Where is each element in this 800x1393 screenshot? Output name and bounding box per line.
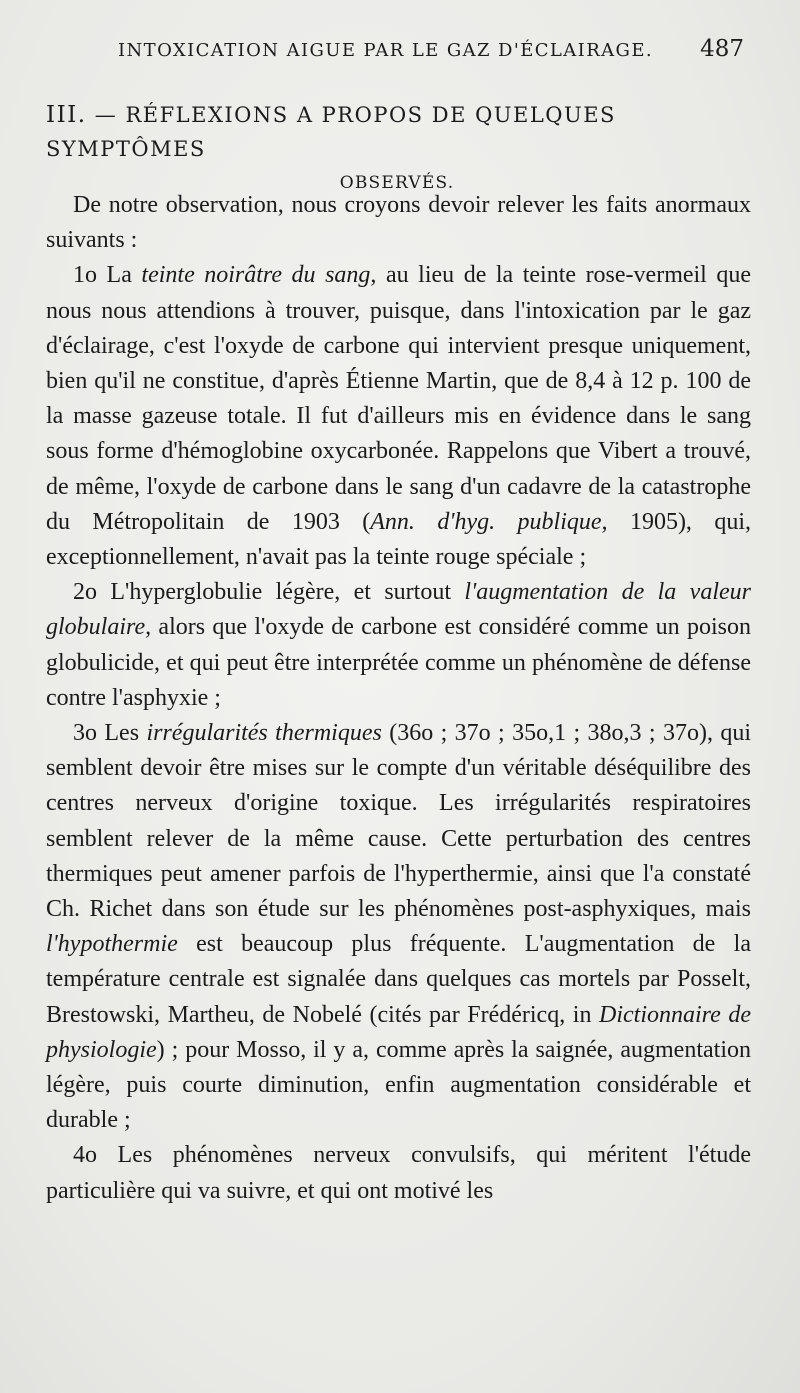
item-1-label: 1o La [73, 262, 132, 289]
item-2-paragraph [46, 575, 751, 716]
item-3-italic-hypothermie: l'hypothermie [46, 931, 178, 958]
item-3-paragraph [46, 716, 751, 1138]
section-title-line2: OBSERVÉS. [339, 173, 455, 193]
item-3-italic-dictionnaire: Dictionnaire de physiologie [46, 1001, 751, 1063]
item-1-text-b: 1905), qui, exceptionnellement, n'avait pas la teinte rouge spéciale ; [46, 508, 752, 571]
item-3-label: 3o Les [73, 720, 140, 747]
section-heading-line1 [46, 98, 748, 166]
intro-paragraph: De notre observation, nous croyons devoir relever les faits anormaux suivants : [46, 192, 751, 254]
item-4-paragraph [46, 1138, 751, 1208]
body-text [46, 188, 751, 1209]
item-3-italic: irrégularités thermiques [146, 720, 382, 747]
item-1-italic-journal: Ann. d'hyg. publique, [370, 508, 608, 535]
item-1-text-a: au lieu de la teinte rose-vermeil que nous nous attendions à trouver, puisque, dans l'intoxication par le gaz d'éclairage, c'est l'oxyde de carbone qui intervient presque uniquement, bien qu'il ne constitue, d'après Étienne Martin, que de 8,4 à 12 p. 100 de la masse gazeuse totale. Il fut d'ailleurs mis en évidence dans le sang sous forme d'hémoglobine oxycarbonée. Rappelons que Vibert a trouvé, de même, l'oxyde de carbone dans le sang d'un cadavre de la catastrophe du Métropolitain de 1903 ( [46, 262, 752, 535]
section-number: III. [46, 102, 87, 128]
item-3-text-a: (36o ; 37o ; 35o,1 ; 38o,3 ; 37o), qui semblent devoir être mises sur le compte d'un véritable déséquilibre des centres nerveux d'origine toxique. Les irrégularités respiratoires semblent relever de la même cause. Cette perturbation des centres thermiques peut amener parfois de l'hyperthermie, ainsi que l'a constaté Ch. Richet dans son étude sur les phénomènes post-asphyxiques, mais [46, 720, 751, 923]
page-number: 487 [700, 36, 744, 62]
item-2-italic: l'augmentation de la valeur globulaire, [46, 579, 751, 641]
item-4-text: Les phénomènes nerveux convulsifs, qui méritent l'étude particulière qui va suivre, et qui ont motivé les [46, 1142, 751, 1204]
section-heading [46, 98, 748, 200]
item-4-label: 4o [73, 1142, 97, 1169]
running-head-title: INTOXICATION AIGUE PAR LE GAZ D'ÉCLAIRAGE. [118, 40, 653, 61]
item-2-text: alors que l'oxyde de carbone est considéré comme un poison globulicide, et qui peut être interprétée comme un phénomène de défense contre l'asphyxie ; [46, 614, 751, 711]
item-1-paragraph [46, 258, 751, 575]
running-head [118, 38, 744, 68]
item-2-label: 2o L'hyperglobulie légère, et surtout [73, 579, 452, 606]
section-dash: — [94, 103, 118, 127]
item-1-italic: teinte noirâtre du sang, [141, 262, 377, 289]
item-3-text-c: ) ; pour Mosso, il y a, comme après la saignée, augmentation légère, puis courte diminution, enfin augmentation considérable et durable ; [46, 1036, 751, 1134]
item-3-text-b: est beaucoup plus fréquente. L'augmentation de la température centrale est signalée dans quelques cas mortels par Posselt, Brestowski, Martheu, de Nobelé (cités par Frédéricq, in [46, 931, 751, 1028]
section-title-line1: RÉFLEXIONS A PROPOS DE QUELQUES SYMPTÔMES [46, 103, 616, 161]
